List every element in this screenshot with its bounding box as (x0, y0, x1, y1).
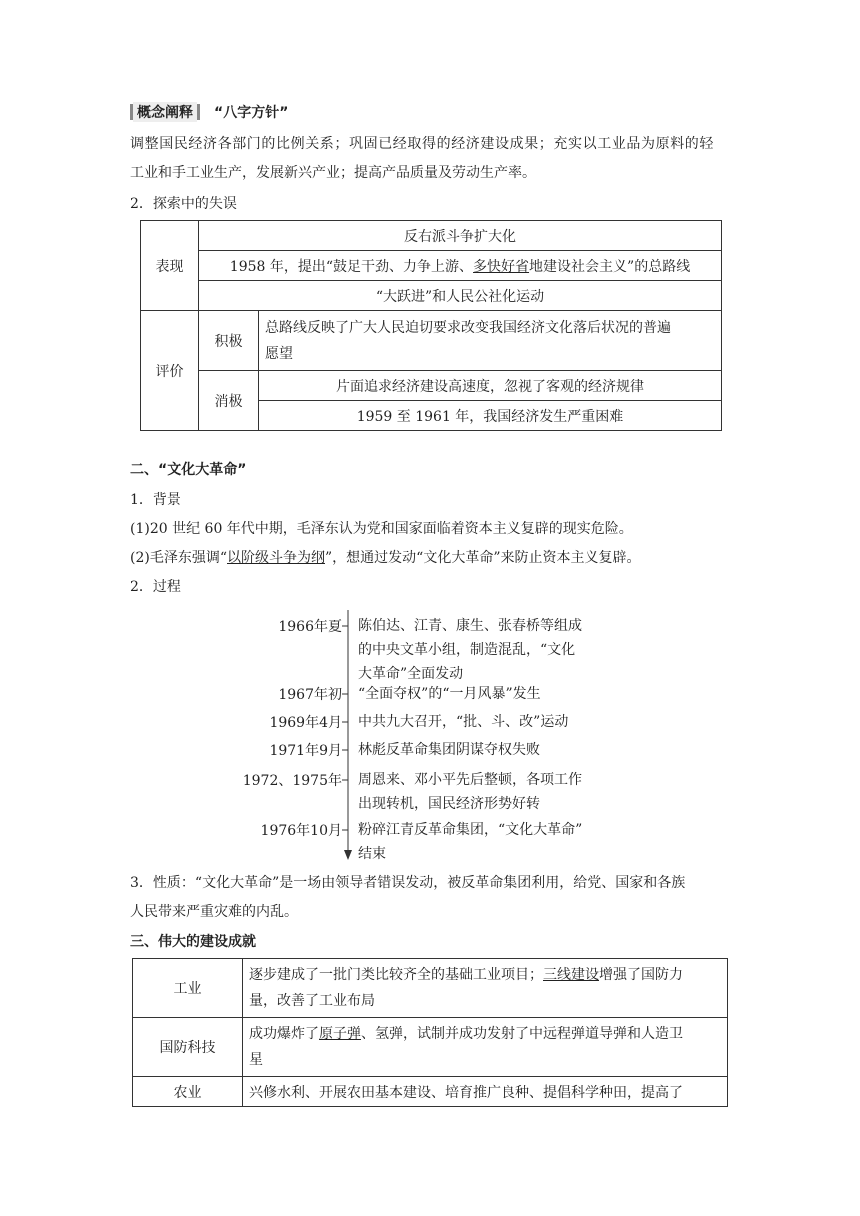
concept-title: “八字方针” (214, 105, 289, 121)
bar-decoration (197, 104, 200, 120)
table-cell: 片面追求经济建设高速度，忽视了客观的经济规律 (259, 371, 722, 401)
timeline-date: 1976年10月 (260, 823, 342, 839)
timeline-event: 周恩来、邓小平先后整顿，各项工作 出现转机，国民经济形势好转 (358, 772, 582, 812)
row-label: 国防科技 (133, 1018, 243, 1077)
timeline-date: 1966年夏 (278, 619, 342, 635)
timeline-date: 1969年4月 (269, 715, 342, 731)
timeline-axis (340, 610, 356, 862)
timeline-date: 1971年9月 (269, 743, 342, 759)
table-row (133, 1018, 728, 1077)
part-heading: 二、“文化大革命” (130, 462, 247, 478)
paragraph: 人民带来严重灾难的内乱。 (130, 904, 298, 920)
mistakes-table (140, 220, 722, 431)
paragraph: 3．性质：“文化大革命”是一场由领导者错误发动，被反革命集团利用，给党、国家和各族 (130, 875, 686, 891)
table-cell: 总路线反映了广大人民迫切要求改变我国经济文化落后状况的普遍 愿望 (259, 311, 722, 371)
concept-tag: 概念阐释 (133, 102, 197, 122)
table-cell: 1958 年，提出“鼓足干劲、力争上游、多快好省地建设社会主义”的总路线 (199, 251, 722, 281)
concept-header (130, 102, 288, 122)
row-label: 工业 (133, 959, 243, 1018)
section-heading: 2．探索中的失误 (130, 196, 237, 212)
timeline-event: “全面夺权”的“一月风暴”发生 (358, 686, 541, 702)
label-jiji: 积极 (199, 311, 259, 371)
table-cell: “大跃进”和人民公社化运动 (199, 281, 722, 311)
table-row (133, 959, 728, 1018)
table-cell: 1959 至 1961 年，我国经济发生严重困难 (259, 401, 722, 431)
timeline-event: 陈伯达、江青、康生、张春桥等组成 的中央文革小组，制造混乱，“文化 大革命”全面发动 (358, 618, 582, 682)
table-cell: 反右派斗争扩大化 (199, 221, 722, 251)
label-pingjia: 评价 (141, 311, 199, 431)
timeline-date: 1972、1975年 (242, 773, 342, 789)
table-cell: 逐步建成了一批门类比较齐全的基础工业项目；三线建设增强了国防力 量，改善了工业布局 (243, 959, 728, 1018)
table-cell: 兴修水利、开展农田基本建设、培育推广良种、提倡科学种田，提高了 (243, 1077, 728, 1107)
concept-paragraph-line: 工业和手工业生产，发展新兴产业；提高产品质量及劳动生产率。 (130, 165, 536, 181)
label-xiaoji: 消极 (199, 371, 259, 431)
timeline-event: 粉碎江青反革命集团，“文化大革命” 结束 (358, 822, 583, 862)
label-biaoxian: 表现 (141, 221, 199, 311)
sub-heading: 1．背景 (130, 492, 181, 508)
timeline-event: 中共九大召开，“批、斗、改”运动 (358, 714, 569, 730)
achievements-table (132, 958, 728, 1107)
sub-heading: 2．过程 (130, 579, 181, 595)
concept-paragraph-line: 调整国民经济各部门的比例关系；巩固已经取得的经济建设成果；充实以工业品为原料的轻 (130, 136, 714, 152)
timeline-date: 1967年初 (278, 687, 342, 703)
table-cell: 成功爆炸了原子弹、氢弹，试制并成功发射了中远程弹道导弹和人造卫 星 (243, 1018, 728, 1077)
row-label: 农业 (133, 1077, 243, 1107)
table-row (133, 1077, 728, 1107)
paragraph: (2)毛泽东强调“以阶级斗争为纲”，想通过发动“文化大革命”来防止资本主义复辟。 (130, 550, 641, 566)
paragraph: (1)20 世纪 60 年代中期，毛泽东认为党和国家面临着资本主义复辟的现实危险。 (130, 521, 633, 537)
part-heading: 三、伟大的建设成就 (130, 934, 256, 950)
timeline-event: 林彪反革命集团阴谋夺权失败 (358, 742, 540, 758)
